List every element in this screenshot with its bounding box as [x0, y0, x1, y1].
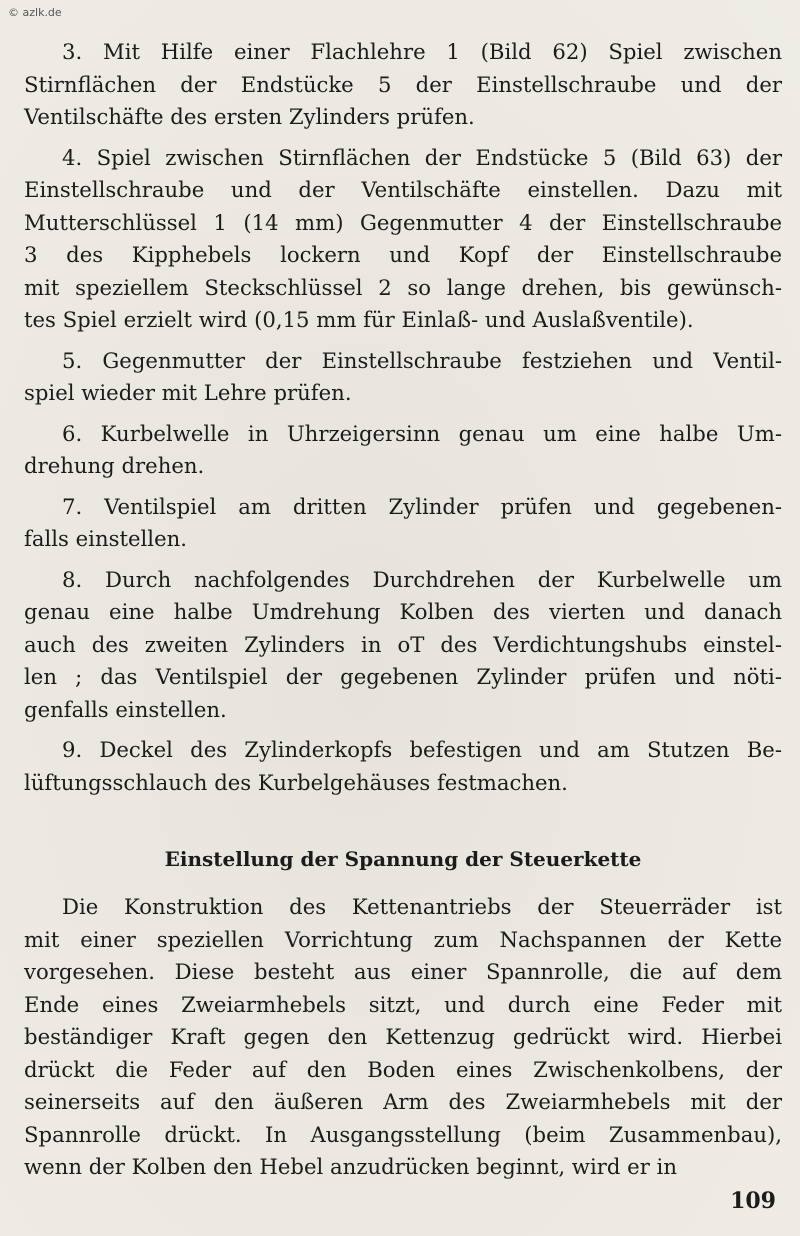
- step-paragraph: [24, 734, 782, 799]
- text-line: len ; das Ventilspiel der gegebenen Zylinder prüfen und nöti-: [24, 664, 782, 689]
- text-line: genau eine halbe Umdrehung Kolben des vierten und danach: [24, 599, 782, 624]
- step-paragraph: [24, 36, 782, 134]
- step-list: [24, 36, 782, 799]
- text-line: 3. Mit Hilfe einer Flachlehre 1 (Bild 62) Spiel zwischen: [62, 39, 782, 64]
- body-paragraph: [24, 891, 782, 1184]
- text-line: tes Spiel erzielt wird (0,15 mm für Einlaß- und Auslaßventile).: [24, 307, 694, 332]
- text-line: Die Konstruktion des Kettenantriebs der Steuerräder ist: [62, 894, 782, 919]
- text-line: Spannrolle drückt. In Ausgangsstellung (beim Zusammenbau),: [24, 1121, 782, 1147]
- text-line: lüftungsschlauch des Kurbelgehäuses festmachen.: [24, 769, 568, 795]
- text-line: seinerseits auf den äußeren Arm des Zweiarmhebels mit der: [24, 1089, 782, 1114]
- step-paragraph: [24, 142, 782, 337]
- text-line: Ende eines Zweiarmhebels sitzt, und durch eine Feder mit: [24, 991, 782, 1017]
- text-line: Ventilschäfte des ersten Zylinders prüfen.: [24, 104, 475, 129]
- step-paragraph: [24, 418, 782, 483]
- text-line: beständiger Kraft gegen den Kettenzug gedrückt wird. Hierbei: [24, 1024, 782, 1049]
- step-paragraph: [24, 345, 782, 410]
- text-line: auch des zweiten Zylinders in oT des Verdichtungshubs einstel-: [24, 631, 782, 657]
- text-line: 8. Durch nachfolgendes Durchdrehen der Kurbelwelle um: [62, 566, 782, 592]
- text-line: 4. Spiel zwischen Stirnflächen der Endstücke 5 (Bild 63) der: [62, 144, 782, 170]
- text-line: spiel wieder mit Lehre prüfen.: [24, 380, 352, 405]
- watermark: © azlk.de: [8, 6, 62, 19]
- text-line: genfalls einstellen.: [24, 696, 227, 722]
- body-paragraph: [24, 891, 782, 1184]
- text-line: vorgesehen. Diese besteht aus einer Spannrolle, die auf dem: [24, 959, 782, 984]
- text-line: Einstellschraube und der Ventilschäfte einstellen. Dazu mit: [24, 177, 782, 202]
- text-line: 5. Gegenmutter der Einstellschraube festziehen und Ventil-: [62, 347, 782, 373]
- step-paragraph: [24, 564, 782, 727]
- text-line: 7. Ventilspiel am dritten Zylinder prüfen und gegebenen-: [62, 493, 782, 519]
- text-line: wenn der Kolben den Hebel anzudrücken beginnt, wird er in: [24, 1154, 677, 1179]
- section-heading: Einstellung der Spannung der Steuerkette: [164, 847, 642, 871]
- text-line: mit speziellem Steckschlüssel 2 so lange drehen, bis gewünsch-: [24, 274, 782, 300]
- text-line: Mutterschlüssel 1 (14 mm) Gegenmutter 4 der Einstellschraube: [24, 209, 782, 235]
- text-line: 9. Deckel des Zylinderkopfs befestigen und am Stutzen Be-: [62, 737, 782, 762]
- text-line: Stirnflächen der Endstücke 5 der Einstellschraube und der: [24, 71, 782, 97]
- step-paragraph: [24, 491, 782, 556]
- page-number: 109: [730, 1188, 776, 1214]
- text-line: falls einstellen.: [24, 526, 187, 551]
- text-line: drehung drehen.: [24, 453, 205, 478]
- text-line: 6. Kurbelwelle in Uhrzeigersinn genau um eine halbe Um-: [62, 420, 782, 446]
- text-line: drückt die Feder auf den Boden eines Zwischenkolbens, der: [24, 1056, 782, 1082]
- text-line: 3 des Kipphebels lockern und Kopf der Einstellschraube: [24, 242, 782, 267]
- page-content: [24, 36, 782, 1192]
- text-line: mit einer speziellen Vorrichtung zum Nachspannen der Kette: [24, 926, 782, 952]
